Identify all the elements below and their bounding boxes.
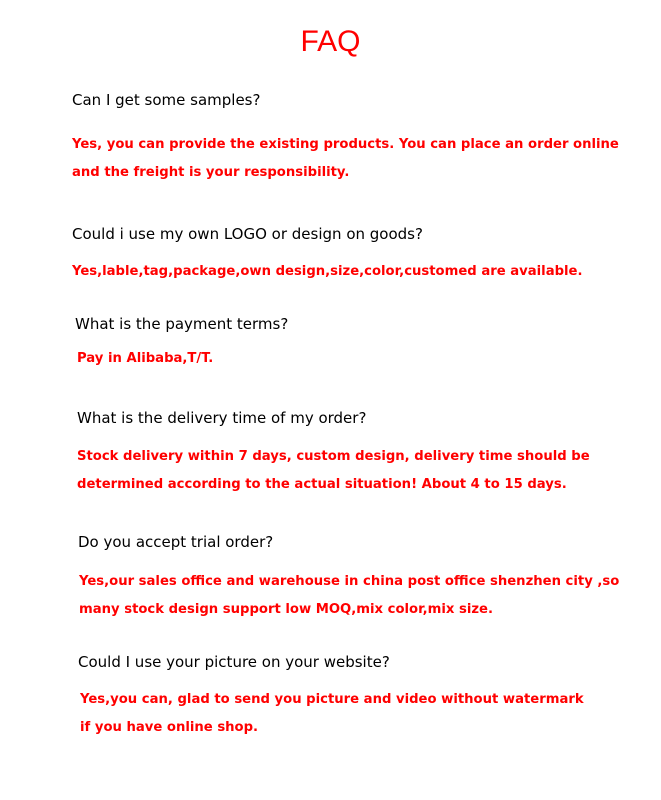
- answer-line: Yes,our sales office and warehouse in china post office shenzhen city ,so: [79, 574, 620, 589]
- answer-line: Yes,you can, glad to send you picture and video without watermark: [80, 692, 584, 707]
- faq-answer-payment: [77, 345, 213, 373]
- answer-line: Yes,lable,tag,package,own design,size,color,customed are available.: [72, 264, 583, 279]
- page-title: FAQ: [300, 25, 361, 58]
- answer-line: Pay in Alibaba,T/T.: [77, 351, 214, 366]
- faq-question-trial-order: Do you accept trial order?: [78, 533, 274, 551]
- faq-question-logo: Could i use my own LOGO or design on goods?: [72, 225, 423, 243]
- answer-line: and the freight is your responsibility.: [72, 165, 350, 180]
- answer-line: determined according to the actual situation! About 4 to 15 days.: [77, 477, 567, 492]
- faq-question-payment: What is the payment terms?: [75, 315, 289, 333]
- answer-line: Stock delivery within 7 days, custom design, delivery time should be: [77, 449, 590, 464]
- faq-question-picture: Could I use your picture on your website?: [78, 653, 390, 671]
- faq-answer-logo: [72, 258, 583, 286]
- faq-answer-picture: [80, 686, 584, 742]
- faq-question-delivery: What is the delivery time of my order?: [77, 409, 367, 427]
- faq-answer-samples: [72, 131, 619, 187]
- faq-answer-delivery: [77, 443, 590, 499]
- answer-line: Yes, you can provide the existing products. You can place an order online: [72, 137, 619, 152]
- answer-line: many stock design support low MOQ,mix color,mix size.: [79, 602, 494, 617]
- answer-line: if you have online shop.: [80, 720, 259, 735]
- faq-answer-trial-order: [79, 568, 619, 624]
- faq-question-samples: Can I get some samples?: [72, 91, 261, 109]
